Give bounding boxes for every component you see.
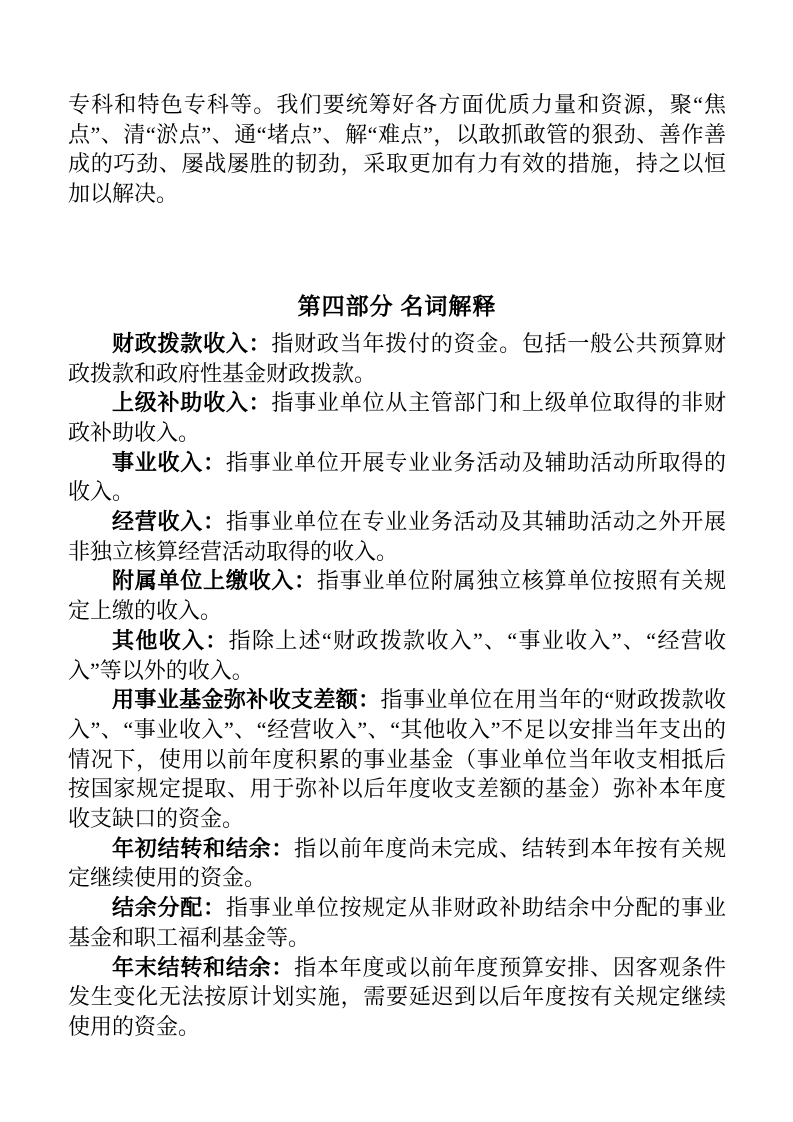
intro-paragraph: 专科和特色专科等。我们要统筹好各方面优质力量和资源，聚“焦点”、清“淤点”、通“堵点”、解“难点”，以敢抓敢管的狠劲、善作善成的巧劲、屡战屡胜的韧劲，采取更加有力有效的措施，持之以恒加以解决。 [68, 92, 726, 207]
term-label: 上级补助收入： [112, 390, 272, 416]
term-label: 财政拨款收入： [112, 330, 272, 356]
term-definition: 指本年度或以前年度预算安排、因客观条件发生变化无法按原计划实施，需要延迟到以后年度按有关规定继续使用的资金。 [68, 954, 726, 1039]
definition-paragraph [68, 893, 726, 952]
term-label: 结余分配： [112, 895, 226, 921]
term-definition: 指财政当年拨付的资金。包括一般公共预算财政拨款和政府性基金财政拨款。 [68, 330, 726, 386]
term-label: 经营收入： [112, 509, 226, 535]
definition-paragraph [68, 626, 726, 685]
term-definition: 指除上述“财政拨款收入”、“事业收入”、“经营收入”等以外的收入。 [68, 627, 726, 683]
definition-paragraph [68, 388, 726, 447]
term-label: 年末结转和结余： [112, 954, 295, 980]
term-definition: 指事业单位附属独立核算单位按照有关规定上缴的收入。 [68, 568, 726, 624]
definitions-list [68, 329, 726, 1042]
definition-paragraph [68, 448, 726, 507]
term-definition: 指事业单位开展专业业务活动及辅助活动所取得的收入。 [68, 449, 726, 505]
term-label: 其他收入： [112, 627, 229, 653]
term-definition: 指事业单位在专业业务活动及其辅助活动之外开展非独立核算经营活动取得的收入。 [68, 509, 726, 564]
term-label: 事业收入： [112, 449, 226, 475]
term-label: 年初结转和结余： [112, 835, 295, 861]
term-definition: 指以前年度尚未完成、结转到本年按有关规定继续使用的资金。 [68, 835, 726, 891]
section-title: 第四部分 名词解释 [297, 293, 497, 319]
term-definition: 指事业单位从主管部门和上级单位取得的非财政补助收入。 [68, 390, 726, 445]
term-definition: 指事业单位按规定从非财政补助结余中分配的事业基金和职工福利基金等。 [68, 895, 726, 950]
definition-paragraph [68, 685, 726, 834]
definition-paragraph [68, 834, 726, 893]
definition-paragraph [68, 507, 726, 566]
term-label: 附属单位上缴收入： [112, 568, 317, 594]
term-definition: 指事业单位在用当年的“财政拨款收入”、“事业收入”、“经营收入”、“其他收入”不足以安排当年支出的情况下，使用以前年度积累的事业基金（事业单位当年收支相抵后按国家规定提取、用于弥补以后年度收支差额的基金）弥补本年度收支缺口的资金。 [68, 687, 726, 832]
definition-paragraph [68, 329, 726, 388]
definition-paragraph [68, 953, 726, 1042]
term-label: 用事业基金弥补收支差额： [112, 687, 381, 713]
definition-paragraph [68, 566, 726, 625]
